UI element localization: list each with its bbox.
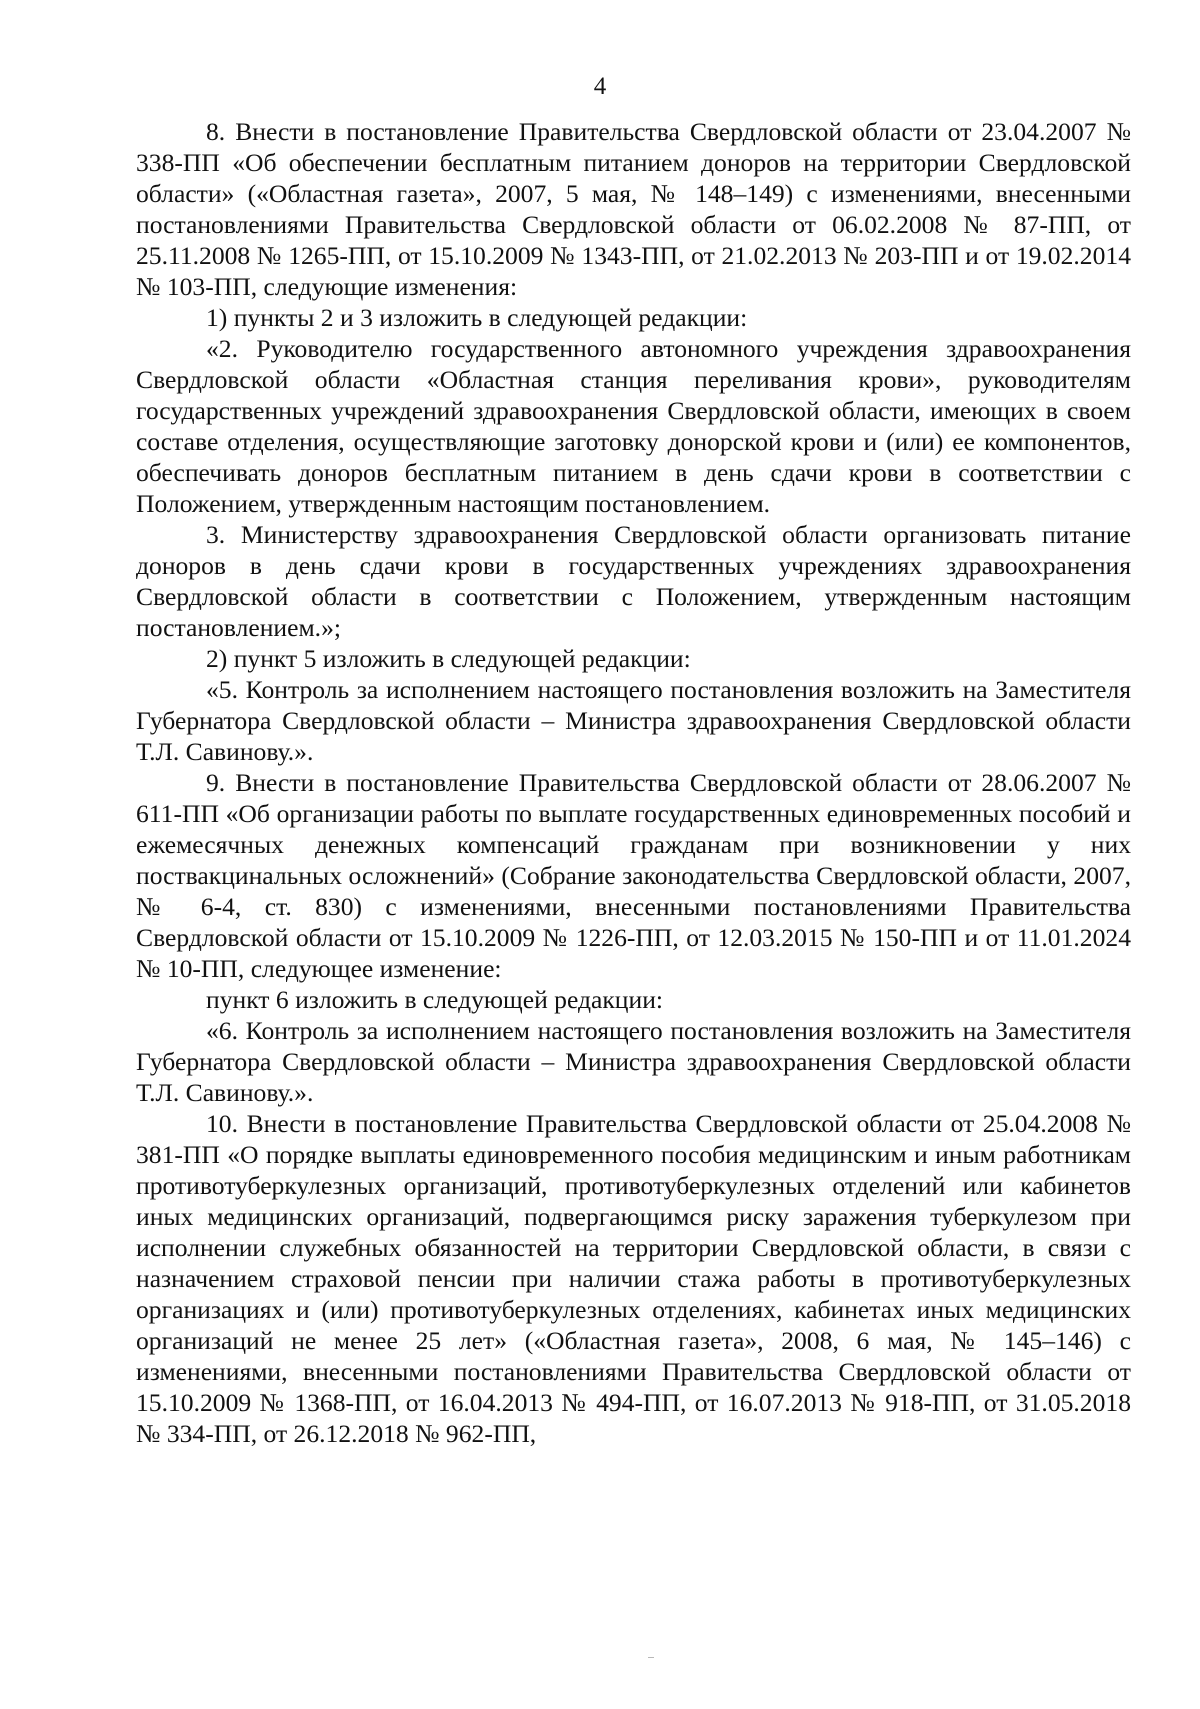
paragraph-item-8-quote-2: «2. Руководителю государственного автономного учреждения здравоохранения Свердловской области «Областная станция переливания крови», руководителям государственных учреждений здравоохранения Свердловской области, имеющих в своем составе отделения, осуществляющие заготовку донорской крови и (или) ее компонентов, обеспечивать доноров бесплатным питанием в день сдачи крови в соответствии с Положением, утвержденным настоящим постановлением.	[136, 334, 1131, 518]
paragraph-item-8-quote-3: 3. Министерству здравоохранения Свердловской области организовать питание доноров в день сдачи крови в государственных учреждениях здравоохранения Свердловской области в соответствии с Положением, утвержденным настоящим постановлением.»;	[136, 520, 1131, 642]
page-number: 4	[593, 73, 607, 100]
paragraph-item-9: 9. Внести в постановление Правительства Свердловской области от 28.06.2007 № 611-ПП «Об организации работы по выплате государственных единовременных пособий и ежемесячных денежных компенсаций гражданам при возникновении у них поствакцинальных осложнений» (Собрание законодательства Свердловской области, 2007, № 6-4, ст. 830) с изменениями, внесенными постановлениями Правительства Свердловской области от 15.10.2009 № 1226-ПП, от 12.03.2015 № 150-ПП и от 11.01.2024 № 10-ПП, следующее изменение:	[136, 768, 1131, 983]
paragraph-item-8: 8. Внести в постановление Правительства Свердловской области от 23.04.2007 № 338-ПП «Об обеспечении бесплатным питанием доноров на территории Свердловской области» («Областная газета», 2007, 5 мая, № 148–149) с изменениями, внесенными постановлениями Правительства Свердловской области от 06.02.2008 № 87-ПП, от 25.11.2008 № 1265-ПП, от 15.10.2009 № 1343-ПП, от 21.02.2013 № 203-ПП и от 19.02.2014 № 103-ПП, следующие изменения:	[136, 117, 1131, 301]
paragraph-item-8-sub-2: 2) пункт 5 изложить в следующей редакции:	[206, 644, 691, 673]
paragraph-item-9-quote-6: «6. Контроль за исполнением настоящего постановления возложить на Заместителя Губернатора Свердловской области – Министра здравоохранения Свердловской области Т.Л. Савинову.».	[136, 1016, 1131, 1107]
document-body	[136, 116, 1131, 1449]
paragraph-item-10: 10. Внести в постановление Правительства Свердловской области от 25.04.2008 № 381-ПП «О порядке выплаты единовременного пособия медицинским и иным работникам противотуберкулезных организаций, противотуберкулезных отделений или кабинетов иных медицинских организаций, подвергающимся риску заражения туберкулезом при исполнении служебных обязанностей на территории Свердловской области, в связи с назначением страховой пенсии при наличии стажа работы в противотуберкулезных организациях и (или) противотуберкулезных отделениях, кабинетах иных медицинских организаций не менее 25 лет» («Областная газета», 2008, 6 мая, № 145–146) с изменениями, внесенными постановлениями Правительства Свердловской области от 15.10.2009 № 1368-ПП, от 16.04.2013 № 494-ПП, от 16.07.2013 № 918-ПП, от 31.05.2018 № 334-ПП, от 26.12.2018 № 962-ПП,	[136, 1109, 1131, 1448]
paragraph-item-9-sub: пункт 6 изложить в следующей редакции:	[206, 985, 664, 1014]
paragraph-item-8-quote-5: «5. Контроль за исполнением настоящего постановления возложить на Заместителя Губернатора Свердловской области – Министра здравоохранения Свердловской области Т.Л. Савинову.».	[136, 675, 1131, 766]
paragraph-item-8-sub-1: 1) пункты 2 и 3 изложить в следующей редакции:	[206, 303, 748, 332]
scan-artifact	[648, 1657, 654, 1658]
